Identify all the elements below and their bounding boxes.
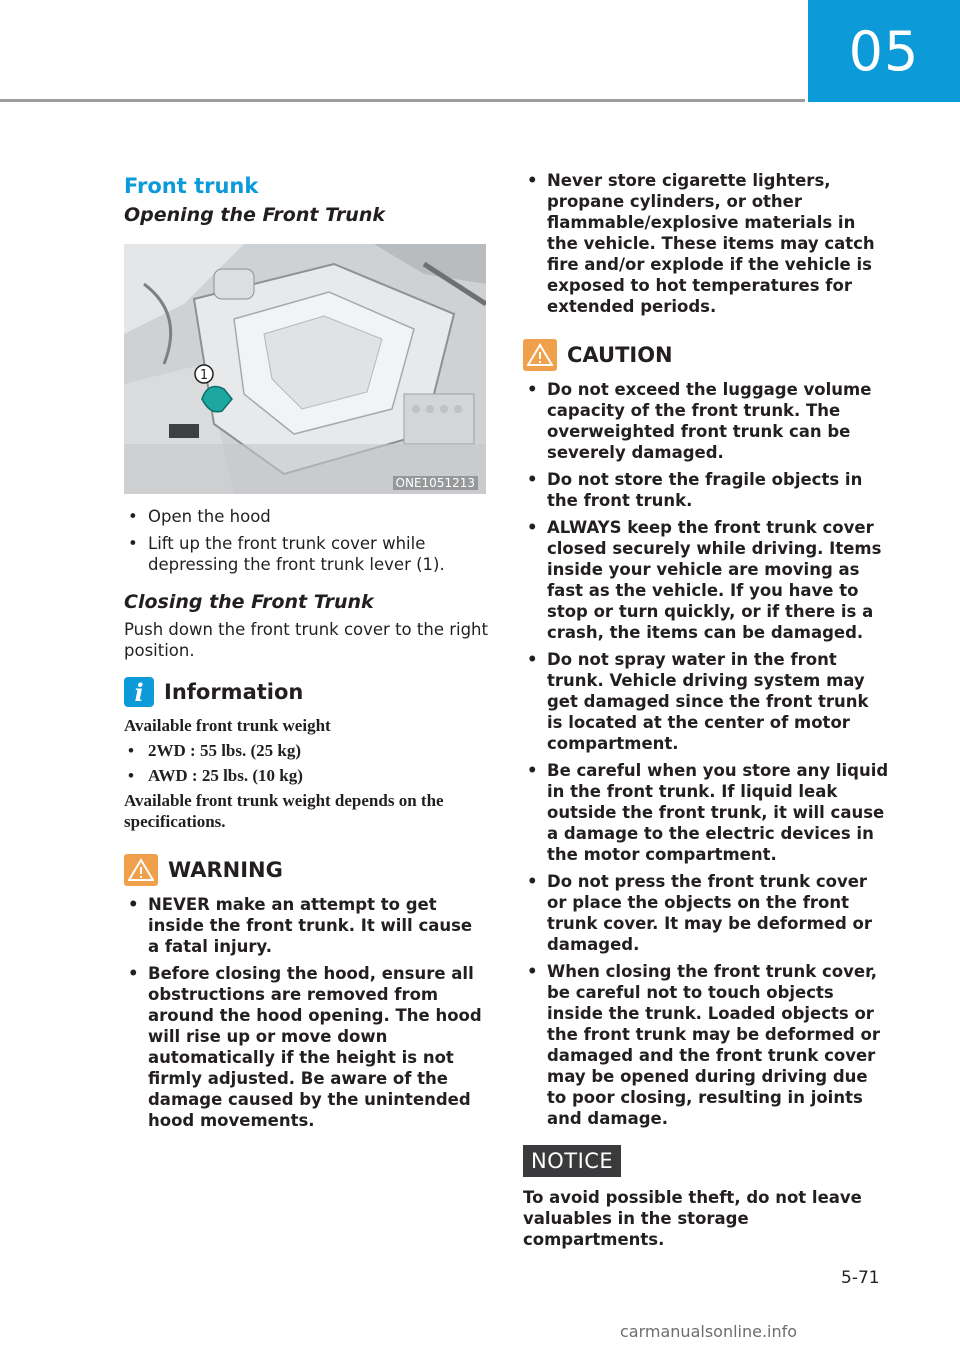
caution-list: [523, 379, 889, 1129]
caution-label: CAUTION: [567, 343, 673, 367]
list-item: • When closing the front trunk cover, be careful not to touch objects inside the trunk. Loaded objects or the front trunk may be deformed or damaged and the front trunk cover may be opened during driving due to poor closing, resulting in joints and damage.: [523, 961, 889, 1129]
warning-label: WARNING: [168, 858, 283, 882]
information-body: [124, 715, 488, 832]
engine-bay-illustration: [124, 244, 486, 494]
figure-callout: 1: [199, 368, 209, 383]
caution-icon: [523, 339, 557, 371]
list-item: • 2WD : 55 lbs. (25 kg): [124, 740, 488, 761]
warning-list: [124, 894, 488, 1131]
warning-icon: [124, 854, 158, 886]
chapter-tab: 05: [808, 0, 960, 102]
notice-label: NOTICE: [523, 1145, 621, 1177]
opening-steps: [124, 506, 488, 575]
header-rule: [0, 99, 805, 102]
left-column: [124, 170, 488, 1137]
list-item: • Do not exceed the luggage volume capacity of the front trunk. The overweighted front trunk can be severely damaged.: [523, 379, 889, 463]
list-item: • Do not spray water in the front trunk. Vehicle driving system may get damaged since the front trunk is located at the center of motor compartment.: [523, 649, 889, 754]
list-item: • AWD : 25 lbs. (10 kg): [124, 765, 488, 786]
information-intro: Available front trunk weight: [124, 716, 331, 735]
caution-heading: [523, 339, 889, 371]
figure-code: ONE1051213: [393, 476, 478, 490]
list-item: • Do not press the front trunk cover or place the objects on the front trunk cover. It may be deformed or damaged.: [523, 871, 889, 955]
information-outro: Available front trunk weight depends on the specifications.: [124, 791, 444, 831]
list-item: • Before closing the hood, ensure all obstructions are removed from around the hood opening. The hood will rise up or move down automatically if the height is not firmly adjusted. Be aware of the damage caused by the unintended hood movements.: [124, 963, 488, 1131]
information-heading: [124, 677, 488, 707]
information-icon: i: [124, 677, 154, 707]
list-item: • ALWAYS keep the front trunk cover closed securely while driving. Items inside your vehicle are moving as fast as the vehicle. If you have to stop or turn quickly, or if there is a crash, the items can be damaged.: [523, 517, 889, 643]
list-item: • Lift up the front trunk cover while depressing the front trunk lever (1).: [124, 533, 488, 575]
information-label: Information: [164, 680, 304, 704]
list-item: • Open the hood: [124, 506, 488, 527]
information-list: [124, 740, 488, 786]
list-item: • Be careful when you store any liquid in the front trunk. If liquid leak outside the front trunk, it will cause a damage to the electric devices in the motor compartment.: [523, 760, 889, 865]
warning-heading: [124, 854, 488, 886]
page-number: 5-71: [841, 1268, 880, 1288]
opening-title: Opening the Front Trunk: [124, 204, 385, 226]
list-item: • Do not store the fragile objects in the front trunk.: [523, 469, 889, 511]
warning-list-continued: [523, 170, 889, 317]
section-title: Front trunk: [124, 174, 259, 198]
watermark: carmanualsonline.info: [620, 1322, 798, 1341]
closing-text: Push down the front trunk cover to the right position.: [124, 620, 488, 660]
list-item: • Never store cigarette lighters, propane cylinders, or other flammable/explosive materials in the vehicle. These items may catch fire and/or explode if the vehicle is exposed to hot temperatures for extended periods.: [523, 170, 889, 317]
front-trunk-figure: [124, 244, 486, 494]
list-item: • NEVER make an attempt to get inside the front trunk. It will cause a fatal injury.: [124, 894, 488, 957]
closing-title: Closing the Front Trunk: [124, 591, 374, 613]
right-column: [523, 170, 889, 1250]
notice-text: To avoid possible theft, do not leave valuables in the storage compartments.: [523, 1188, 862, 1249]
